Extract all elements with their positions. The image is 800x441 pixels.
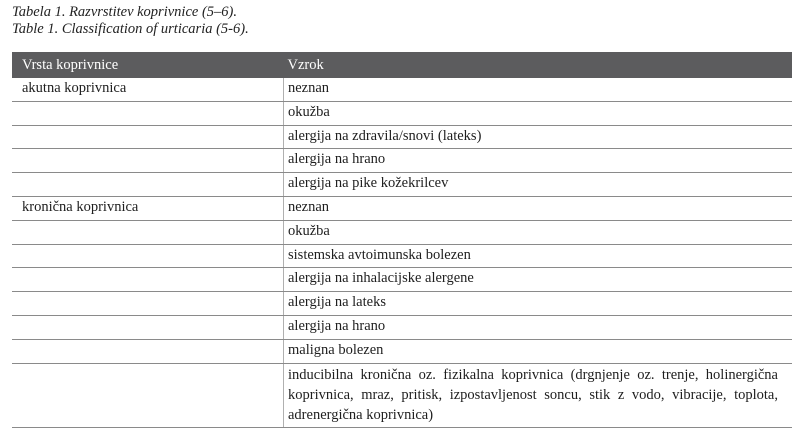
cell-type (12, 101, 284, 125)
cell-type: akutna koprivnica (12, 78, 284, 101)
table-row (12, 196, 792, 220)
table-row (12, 125, 792, 149)
cell-type: kronična koprivnica (12, 196, 284, 220)
cell-type (12, 292, 284, 316)
cell-type (12, 125, 284, 149)
caption-english: Table 1. Classification of urticaria (5-6). (12, 21, 249, 37)
cell-type (12, 220, 284, 244)
header-cause: Vzrok (284, 52, 793, 78)
cell-cause: alergija na hrano (284, 149, 793, 173)
cell-cause: alergija na inhalacijske alergene (284, 268, 793, 292)
table-caption (12, 4, 249, 38)
table-row (12, 339, 792, 363)
table-row (12, 363, 792, 427)
table-header-row (12, 52, 792, 78)
table-row (12, 292, 792, 316)
cell-type (12, 173, 284, 197)
cell-cause: alergija na lateks (284, 292, 793, 316)
table-row (12, 173, 792, 197)
cell-cause: neznan (284, 196, 793, 220)
caption-slovenian: Tabela 1. Razvrstitev koprivnice (5–6). (12, 4, 237, 20)
table-row (12, 78, 792, 101)
cell-type (12, 268, 284, 292)
table-row (12, 244, 792, 268)
cell-cause: alergija na pike kožekrilcev (284, 173, 793, 197)
cell-cause: okužba (284, 220, 793, 244)
cell-cause: inducibilna kronična oz. fizikalna koprivnica (drgnjenje oz. trenje, holinergična koprivnica, mraz, pritisk, izpostavljenost soncu, stik z vodo, vibracije, toplota, adrenergična koprivnica) (284, 363, 793, 427)
cell-type (12, 339, 284, 363)
classification-table (12, 52, 792, 428)
cell-cause: maligna bolezen (284, 339, 793, 363)
cell-cause: sistemska avtoimunska bolezen (284, 244, 793, 268)
cell-cause: alergija na zdravila/snovi (lateks) (284, 125, 793, 149)
header-urticaria-type: Vrsta koprivnice (12, 52, 284, 78)
table-row (12, 268, 792, 292)
cell-cause: okužba (284, 101, 793, 125)
cell-type (12, 315, 284, 339)
cell-cause: neznan (284, 78, 793, 101)
cell-type (12, 149, 284, 173)
cell-type (12, 244, 284, 268)
cell-cause: alergija na hrano (284, 315, 793, 339)
table-row (12, 149, 792, 173)
table-row (12, 315, 792, 339)
table-row (12, 101, 792, 125)
cell-type (12, 363, 284, 427)
table-row (12, 220, 792, 244)
